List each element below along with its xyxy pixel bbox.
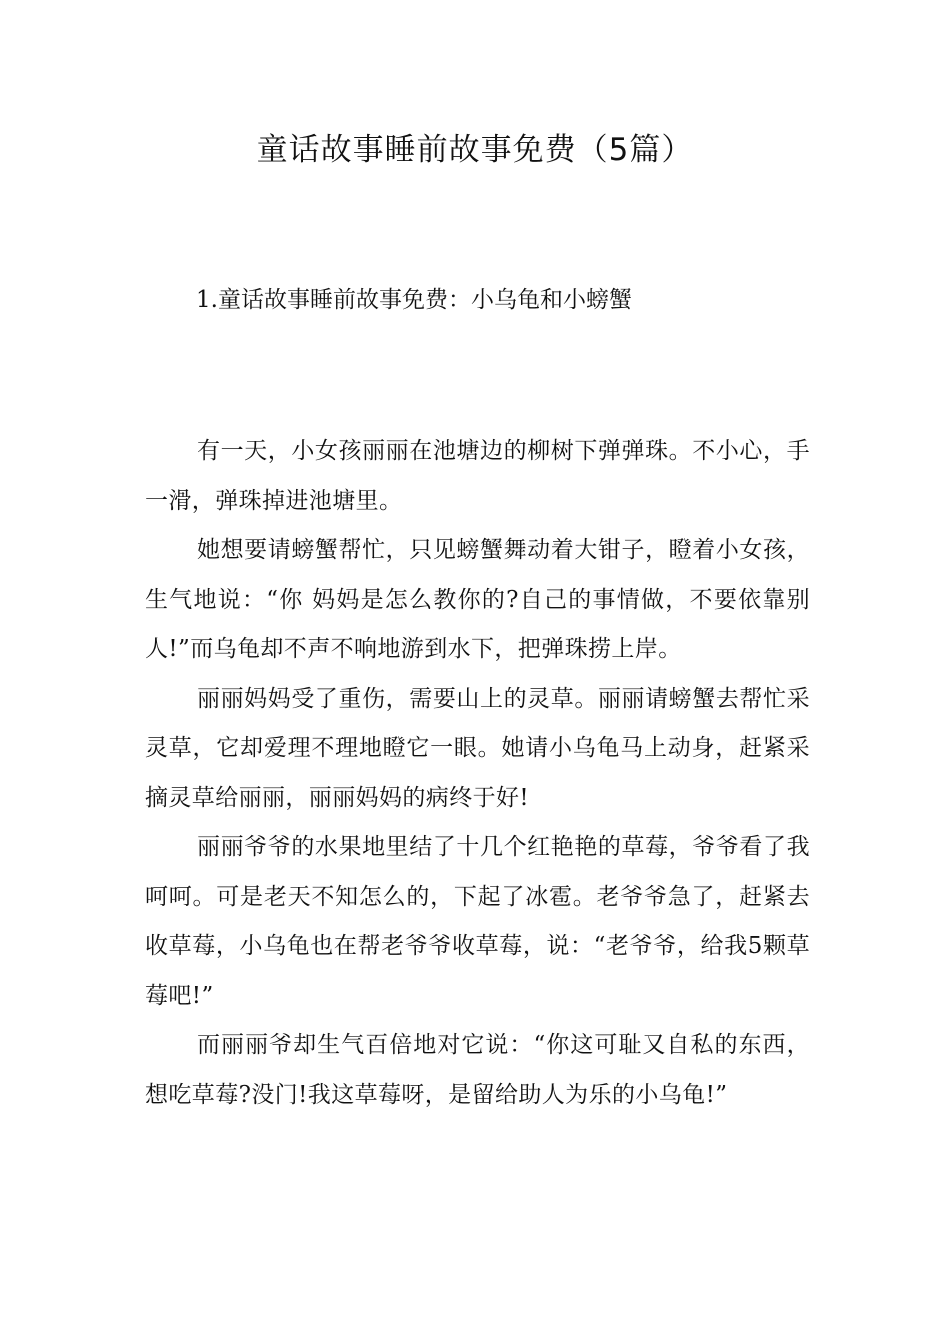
story-paragraph: 丽丽妈妈受了重伤，需要山上的灵草。丽丽请螃蟹去帮忙采灵草，它却爱理不理地瞪它一眼。她请小乌龟马上动身，赶紧采摘灵草给丽丽，丽丽妈妈的病终于好! — [145, 685, 810, 811]
story-paragraph: 有一天，小女孩丽丽在池塘边的柳树下弹弹珠。不小心，手一滑，弹珠掉进池塘里。 — [145, 438, 810, 514]
document-title: 童话故事睡前故事免费（5篇） — [256, 132, 694, 168]
story-paragraph: 她想要请螃蟹帮忙，只见螃蟹舞动着大钳子，瞪着小女孩，生气地说：“你 妈妈是怎么教你的?自己的事情做，不要依靠别人!”而乌龟却不声不响地游到水下，把弹珠捞上岸。 — [145, 537, 810, 662]
section-heading: 1.童话故事睡前故事免费：小乌龟和小螃蟹 — [196, 287, 632, 313]
story-body — [145, 427, 810, 1120]
story-paragraph: 丽丽爷爷的水果地里结了十几个红艳艳的草莓，爷爷看了我呵呵。可是老天不知怎么的，下起了冰雹。老爷爷急了，赶紧去收草莓，小乌龟也在帮老爷爷收草莓，说：“老爷爷，给我5颗草莓吧!” — [145, 834, 810, 1009]
story-paragraph: 而丽丽爷却生气百倍地对它说：“你这可耻又自私的东西，想吃草莓?没门!我这草莓呀，是留给助人为乐的小乌龟!” — [145, 1032, 810, 1108]
